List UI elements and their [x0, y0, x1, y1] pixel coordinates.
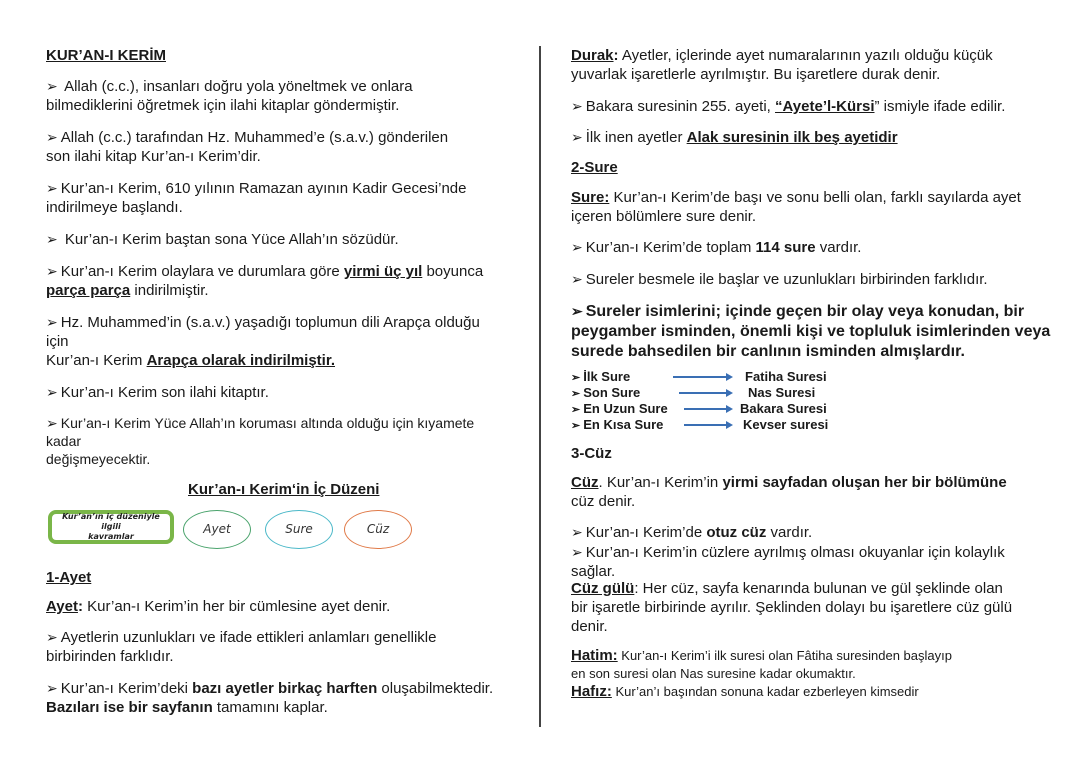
sure-paragraph-2: ➢ Sureler besmele ile başlar ve uzunlukları birbirinden farklıdır. [571, 271, 988, 288]
concept-oval-cuz: Cüz [344, 510, 412, 549]
concepts-diagram [46, 508, 426, 552]
ayet-paragraph-2: ➢ Kur’an-ı Kerim’deki bazı ayetler birkaç harften oluşabilmektedir. Bazıları ise bir sayfanın tamamını kaplar. [46, 680, 494, 716]
list-item: ➢ Son Sure Nas Suresi [571, 385, 816, 400]
bullet-arrow-icon: ➢ [571, 404, 581, 416]
concept-oval-sure: Sure [265, 510, 333, 549]
bullet-arrow-icon: ➢ [46, 78, 58, 94]
bullet-arrow-icon: ➢ [46, 180, 58, 196]
paragraph-6: ➢ Hz. Muhammed’in (s.a.v.) yaşadığı toplumun dili Arapça olduğu için Kur’an-ı Kerim Arapça olarak indirilmiştir. [46, 314, 480, 369]
paragraph-1: ➢ Allah (c.c.), insanları doğru yola yöneltmek ve onlara bilmediklerini öğretmek için ilahi kitaplar göndermiştir. [46, 78, 413, 114]
bullet-arrow-icon: ➢ [571, 544, 583, 560]
bullet-arrow-icon: ➢ [571, 388, 581, 400]
cuz-definition: Cüz. Kur’an-ı Kerim’in yirmi sayfadan oluşan her bir bölümüne cüz denir. [571, 474, 1007, 510]
right-arrow-icon [684, 408, 731, 410]
bullet-arrow-icon: ➢ [571, 239, 583, 255]
bullet-arrow-icon: ➢ [571, 129, 583, 145]
bullet-arrow-icon: ➢ [571, 524, 583, 540]
bullet-arrow-icon: ➢ [571, 98, 583, 114]
ilk-inen-paragraph: ➢ İlk inen ayetler Alak suresinin ilk beş ayetidir [571, 129, 898, 146]
bullet-arrow-icon: ➢ [46, 129, 58, 145]
bullet-arrow-icon: ➢ [46, 415, 58, 431]
right-arrow-icon [673, 376, 731, 378]
paragraph-7: ➢ Kur’an-ı Kerim son ilahi kitaptır. [46, 384, 269, 401]
bullet-arrow-icon: ➢ [46, 263, 58, 279]
durak-definition: Durak: Ayetler, içlerinde ayet numaralarının yazılı olduğu küçük yuvarlak işaretlerle ayrılmıştır. Bu işaretlere durak denir. [571, 47, 993, 83]
right-arrow-icon [684, 424, 731, 426]
page-title: KUR’AN-I KERİM [46, 47, 166, 64]
bullet-arrow-icon: ➢ [571, 271, 583, 287]
cuz-paragraph-1: ➢ Kur’an-ı Kerim’de otuz cüz vardır. [571, 524, 813, 541]
heading-cuz: 3-Cüz [571, 445, 612, 462]
right-arrow-icon [679, 392, 731, 394]
column-divider [539, 46, 541, 727]
list-item: ➢ En Kısa Sure Kevser suresi [571, 417, 829, 432]
bullet-arrow-icon: ➢ [46, 384, 58, 400]
bullet-arrow-icon: ➢ [46, 629, 58, 645]
paragraph-4: ➢ Kur’an-ı Kerim baştan sona Yüce Allah’ın sözüdür. [46, 231, 399, 248]
bakara-paragraph: ➢ Bakara suresinin 255. ayeti, “Ayete’l-Kürsi” ismiyle ifade edilir. [571, 98, 1006, 115]
section-title-ic-duzen: Kur’an-ı Kerim‘in İç Düzeni [188, 481, 380, 498]
cuz-paragraph-2: ➢ Kur’an-ı Kerim’in cüzlere ayrılmış olması okuyanlar için kolaylık sağlar. [571, 544, 1005, 580]
concept-header-box: Kur’an’ın iç düzeniyle ilgili kavramlar [48, 510, 174, 544]
cuz-gulu-definition: Cüz gülü: Her cüz, sayfa kenarında bulunan ve gül şeklinde olan bir işaretle birbirinde ayrılır. Şeklinden dolayı bu işaretlere cüz gülü denir. [571, 580, 1013, 635]
concept-oval-ayet: Ayet [183, 510, 251, 549]
sure-paragraph-1: ➢ Kur’an-ı Kerim’de toplam 114 sure vardır. [571, 239, 862, 256]
sure-facts-list [571, 369, 871, 433]
heading-sure: 2-Sure [571, 159, 618, 176]
paragraph-2: ➢ Allah (c.c.) tarafından Hz. Muhammed’e (s.a.v.) gönderilen son ilahi kitap Kur’an-ı Kerim’dir. [46, 129, 449, 165]
bullet-arrow-icon: ➢ [571, 420, 581, 432]
hatim-definition: Hatim: Kur’an-ı Kerim’i ilk suresi olan Fâtiha suresinden başlayıp en son suresi olan Nas suresine kadar okumaktır. [571, 647, 952, 681]
bullet-arrow-icon: ➢ [571, 303, 583, 319]
heading-ayet: 1-Ayet [46, 569, 92, 586]
paragraph-5: ➢ Kur’an-ı Kerim olaylara ve durumlara göre yirmi üç yıl boyunca parça parça indirilmiştir. [46, 263, 484, 299]
sure-paragraph-3: ➢ Sureler isimlerini; içinde geçen bir olay veya konudan, bir peygamber isminden, önemli kişi ve topluluk isimlerinden veya surede bahsedilen bir canlının isminden almışlardır. [571, 303, 1051, 360]
bullet-arrow-icon: ➢ [571, 372, 581, 384]
list-item: ➢ En Uzun Sure Bakara Suresi [571, 401, 827, 416]
ayet-paragraph-1: ➢ Ayetlerin uzunlukları ve ifade ettikleri anlamları genellikle birbirinden farklıdır. [46, 629, 437, 665]
bullet-arrow-icon: ➢ [46, 314, 58, 330]
paragraph-3: ➢ Kur’an-ı Kerim, 610 yılının Ramazan ayının Kadir Gecesi’nde indirilmeye başlandı. [46, 180, 467, 216]
ayet-definition: Ayet: Kur’an-ı Kerim’in her bir cümlesine ayet denir. [46, 598, 391, 615]
sure-definition: Sure: Kur’an-ı Kerim’de başı ve sonu belli olan, farklı sayılarda ayet içeren bölümlere sure denir. [571, 189, 1021, 225]
bullet-arrow-icon: ➢ [46, 680, 58, 696]
hafiz-definition: Hafız: Kur’an’ı başından sonuna kadar ezberleyen kimsedir [571, 683, 919, 700]
paragraph-8: ➢ Kur’an-ı Kerim Yüce Allah’ın koruması altında olduğu için kıyamete kadar değişmeyecektir. [46, 415, 475, 467]
bullet-arrow-icon: ➢ [46, 231, 58, 247]
list-item: ➢ İlk Sure Fatiha Suresi [571, 369, 827, 384]
